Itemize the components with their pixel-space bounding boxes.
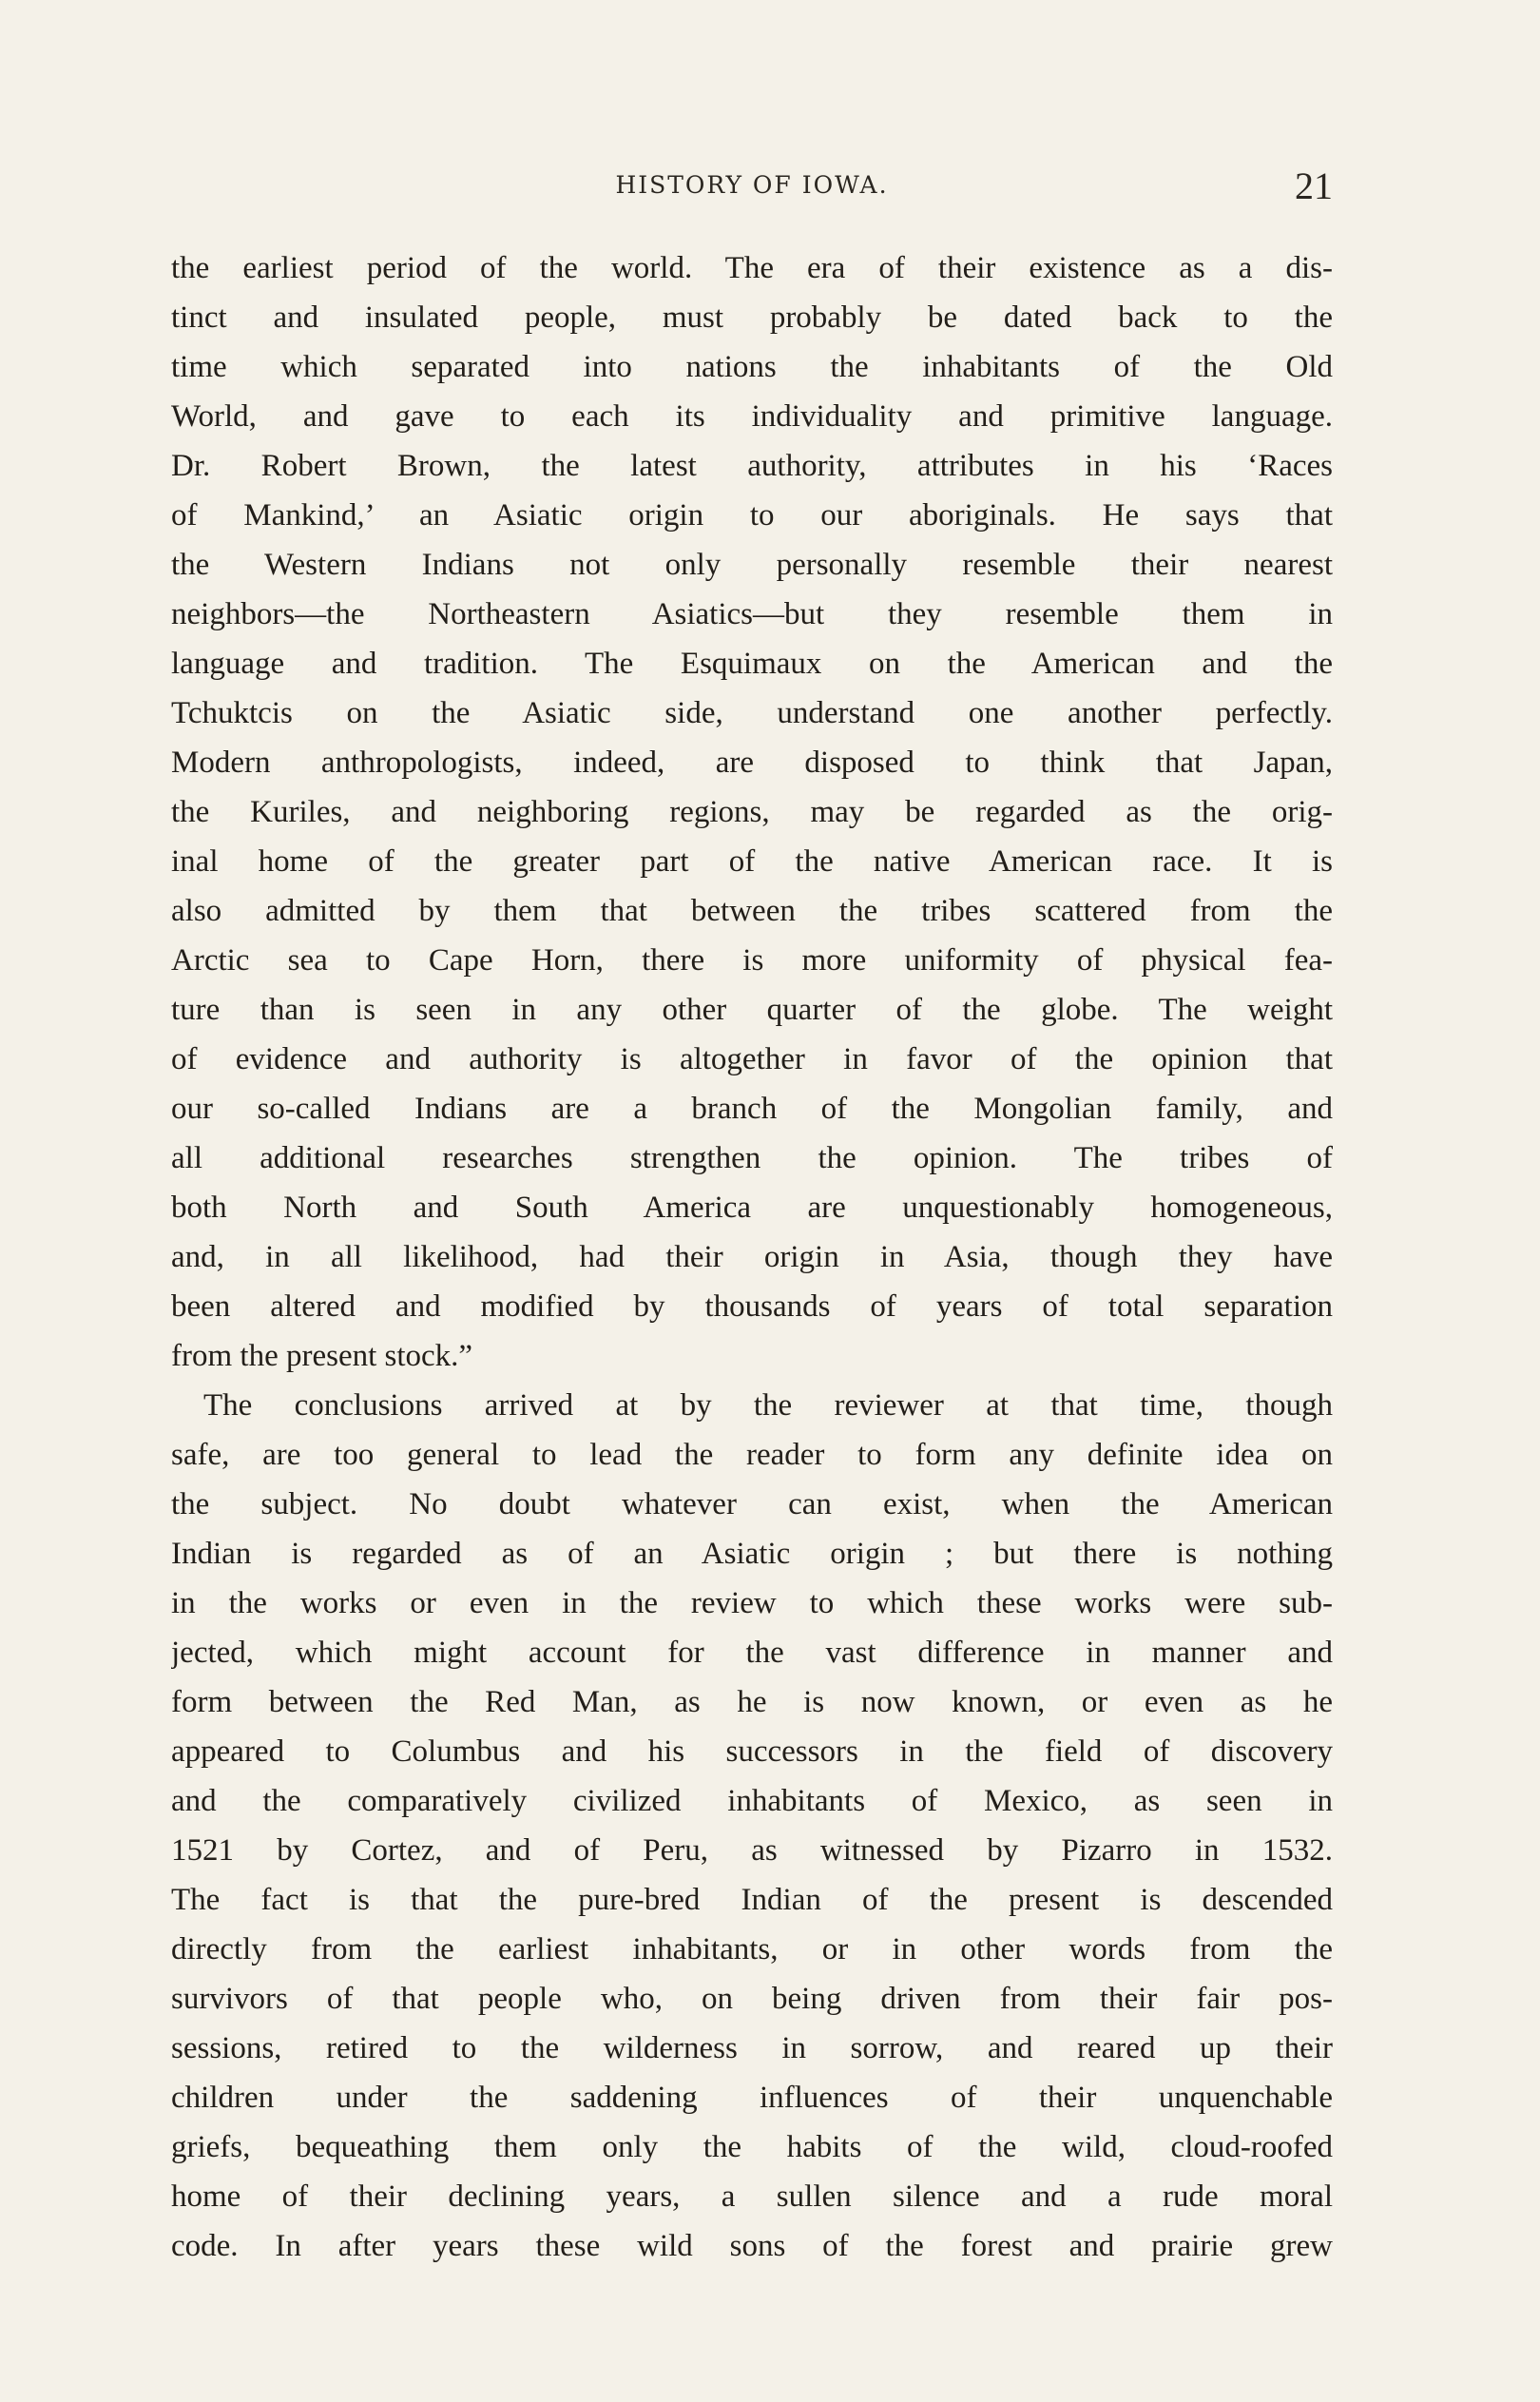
text-line: directly from the earliest inhabitants, or in other words from the	[171, 1932, 1333, 1966]
text-line: home of their declining years, a sullen silence and a rude moral	[171, 2179, 1333, 2214]
text-line: children under the saddening influences of their unquenchable	[171, 2081, 1333, 2115]
text-line: safe, are too general to lead the reader to form any definite idea on	[171, 1438, 1333, 1472]
text-line: of Mankind,’ an Asiatic origin to our aboriginals. He says that	[171, 498, 1333, 533]
text-line: sessions, retired to the wilderness in sorrow, and reared up their	[171, 2031, 1333, 2065]
text-line: survivors of that people who, on being driven from their fair pos-	[171, 1982, 1333, 2016]
text-line: both North and South America are unquestionably homogeneous,	[171, 1191, 1333, 1225]
text-line: Dr. Robert Brown, the latest authority, attributes in his ‘Races	[171, 449, 1333, 483]
page-number: 21	[1295, 165, 1333, 207]
text-line: Arctic sea to Cape Horn, there is more uniformity of physical fea-	[171, 943, 1333, 978]
body-text	[171, 243, 1333, 2271]
text-line: been altered and modified by thousands of years of total separation	[171, 1289, 1333, 1324]
text-line: inal home of the greater part of the native American race. It is	[171, 844, 1333, 879]
text-line: the subject. No doubt whatever can exist, when the American	[171, 1487, 1333, 1521]
text-line: in the works or even in the review to which these works were sub-	[171, 1586, 1333, 1620]
text-line: 1521 by Cortez, and of Peru, as witnessed by Pizarro in 1532.	[171, 1833, 1333, 1868]
text-line: the earliest period of the world. The era of their existence as a dis-	[171, 251, 1333, 285]
text-line: Modern anthropologists, indeed, are disposed to think that Japan,	[171, 746, 1333, 780]
text-line: ture than is seen in any other quarter of the globe. The weight	[171, 993, 1333, 1027]
text-line: jected, which might account for the vast difference in manner and	[171, 1636, 1333, 1670]
text-line: and, in all likelihood, had their origin in Asia, though they have	[171, 1240, 1333, 1274]
text-line: of evidence and authority is altogether in favor of the opinion that	[171, 1042, 1333, 1076]
text-line: Tchuktcis on the Asiatic side, understand one another perfectly.	[171, 696, 1333, 730]
text-line: language and tradition. The Esquimaux on the American and the	[171, 647, 1333, 681]
text-line: World, and gave to each its individuality and primitive language.	[171, 399, 1333, 434]
text-line: The conclusions arrived at by the reviewer at that time, though	[203, 1388, 1333, 1423]
text-line: form between the Red Man, as he is now known, or even as he	[171, 1685, 1333, 1719]
text-line: also admitted by them that between the tribes scattered from the	[171, 894, 1333, 928]
running-head	[171, 164, 1333, 207]
text-line: our so-called Indians are a branch of the Mongolian family, and	[171, 1092, 1333, 1126]
text-line: Indian is regarded as of an Asiatic origin ; but there is nothing	[171, 1537, 1333, 1571]
text-line: time which separated into nations the inhabitants of the Old	[171, 350, 1333, 384]
running-title: HISTORY OF IOWA.	[615, 171, 889, 199]
text-line: The fact is that the pure-bred Indian of the present is descended	[171, 1883, 1333, 1917]
text-line: the Western Indians not only personally resemble their nearest	[171, 548, 1333, 582]
text-line: from the present stock.”	[171, 1339, 473, 1373]
text-line: all additional researches strengthen the opinion. The tribes of	[171, 1141, 1333, 1175]
text-line: and the comparatively civilized inhabitants of Mexico, as seen in	[171, 1784, 1333, 1818]
text-line: tinct and insulated people, must probably be dated back to the	[171, 300, 1333, 335]
text-line: the Kuriles, and neighboring regions, may be regarded as the orig-	[171, 795, 1333, 829]
text-line: neighbors—the Northeastern Asiatics—but they resemble them in	[171, 597, 1333, 631]
text-line: code. In after years these wild sons of the forest and prairie grew	[171, 2229, 1333, 2263]
text-line: appeared to Columbus and his successors in the field of discovery	[171, 1734, 1333, 1769]
text-line: griefs, bequeathing them only the habits of the wild, cloud-roofed	[171, 2130, 1333, 2164]
